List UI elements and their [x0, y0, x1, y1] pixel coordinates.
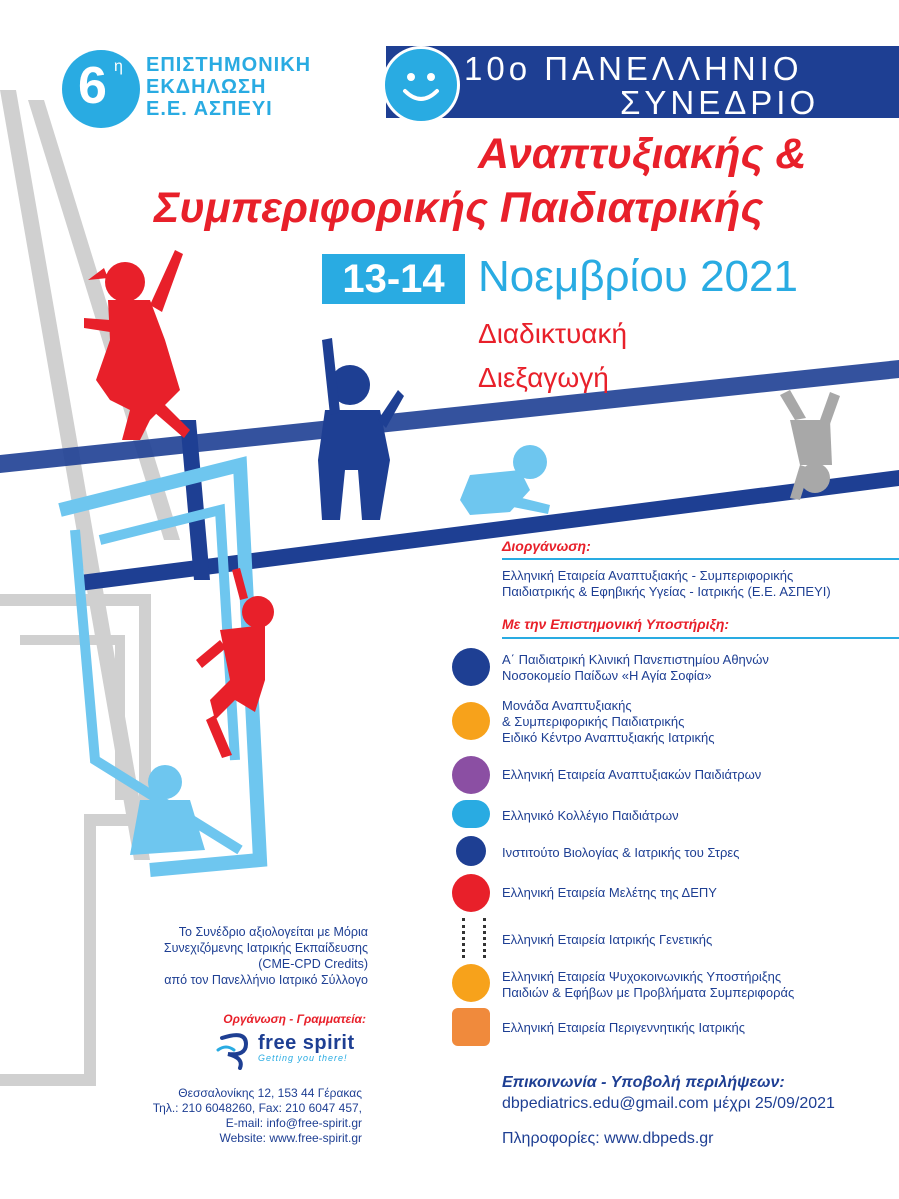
cme-line: Το Συνέδριο αξιολογείται με Μόρια — [178, 925, 368, 939]
child-figure-icon — [452, 702, 490, 740]
sponsor-item — [502, 1020, 745, 1036]
sponsor-line: Νοσοκομείο Παίδων «Η Αγία Σοφία» — [502, 668, 712, 683]
red-girl-jumping — [84, 250, 190, 440]
mode-line-1: Διαδικτυακή — [478, 318, 628, 349]
cme-line: (CME-CPD Credits) — [258, 957, 368, 971]
sponsor-item — [502, 652, 769, 684]
sponsor-line: Ελληνική Εταιρεία Αναπτυξιακών Παιδιάτρων — [502, 767, 762, 782]
athena-icon — [452, 648, 490, 686]
cme-text — [154, 924, 368, 988]
organization-text — [502, 568, 831, 600]
ibis-icon — [456, 836, 486, 866]
sponsor-line: Ελληνικό Κολλέγιο Παιδιάτρων — [502, 808, 679, 823]
badge-line: ΕΚΔΗΛΩΣΗ — [146, 76, 267, 98]
address-line: Τηλ.: 210 6048260, Fax: 210 6047 457, — [152, 1101, 362, 1115]
sponsor-item — [502, 932, 712, 948]
divider — [502, 558, 899, 560]
edition-number: 6 — [78, 57, 107, 115]
address-line[interactable]: E-mail: info@free-spirit.gr — [225, 1116, 362, 1130]
organization-line: Ελληνική Εταιρεία Αναπτυξιακής - Συμπεριφορικής — [502, 568, 794, 583]
title-line-1: Αναπτυξιακής & — [478, 130, 807, 178]
sponsor-item — [502, 845, 739, 861]
secretariat-address — [120, 1086, 362, 1146]
support-heading: Με την Επιστημονική Υποστήριξη: — [502, 616, 730, 632]
brain-icon — [452, 756, 490, 794]
address-line[interactable]: Website: www.free-spirit.gr — [219, 1131, 362, 1145]
sponsor-line: Ελληνική Εταιρεία Μελέτης της ΔΕΠΥ — [502, 885, 717, 900]
mode-line-2: Διεξαγωγή — [478, 362, 609, 393]
banner-line-2: ΣΥΝΕΔΡΙΟ — [620, 84, 820, 121]
cme-line: Συνεχιζόμενης Ιατρικής Εκπαίδευσης — [163, 941, 368, 955]
sponsor-line: Ελληνική Εταιρεία Περιγεννητικής Ιατρικής — [502, 1020, 746, 1035]
people-icon — [452, 874, 490, 912]
title-line-2: Συμπεριφορικής Παιδιατρικής — [154, 184, 764, 232]
college-icon — [452, 800, 490, 828]
sponsor-line: Ειδικό Κέντρο Αναπτυξιακής Ιατρικής — [502, 730, 715, 745]
sponsor-line: Παιδιών & Εφήβων με Προβλήματα Συμπεριφοράς — [502, 985, 795, 1000]
light-blue-crawling-baby — [460, 445, 550, 515]
sun-people-icon — [452, 964, 490, 1002]
mother-child-icon — [452, 1008, 490, 1046]
cme-line: από τον Πανελλήνιο Ιατρικό Σύλλογο — [164, 973, 368, 987]
badge-line: Ε.Ε. ΑΣΠΕΥΙ — [146, 98, 273, 120]
date-month-year: Νοεμβρίου 2021 — [478, 252, 798, 301]
address-line: Θεσσαλονίκης 12, 153 44 Γέρακας — [178, 1086, 362, 1100]
sponsor-item — [502, 885, 717, 901]
dna-icon — [462, 918, 486, 958]
sponsor-item — [502, 698, 715, 746]
sponsor-line: Α΄ Παιδιατρική Κλινική Πανεπιστημίου Αθηνών — [502, 652, 769, 667]
organization-line: Παιδιατρικής & Εφηβικής Υγείας - Ιατρικής (Ε.Ε. ΑΣΠΕΥΙ) — [502, 584, 831, 599]
free-spirit-slogan: Getting you there! — [258, 1053, 348, 1063]
divider — [502, 637, 899, 639]
info-website[interactable]: Πληροφορίες: www.dbpeds.gr — [502, 1130, 714, 1147]
free-spirit-logo: free spirit — [258, 1032, 355, 1054]
edition-superscript: η — [114, 58, 123, 75]
banner-line-1: 10ο ΠΑΝΕΛΛΗΝΙΟ — [464, 50, 803, 87]
badge-text — [146, 54, 311, 120]
badge-line: ΕΠΙΣΤΗΜΟΝΙΚΗ — [146, 54, 312, 76]
edition-badge — [62, 50, 140, 128]
sponsor-item — [502, 808, 679, 824]
organization-heading: Διοργάνωση: — [502, 538, 591, 554]
secretariat-heading: Οργάνωση - Γραμματεία: — [223, 1012, 366, 1026]
sponsor-item — [502, 767, 761, 783]
sponsor-line: Ελληνική Εταιρεία Ψυχοκοινωνικής Υποστήριξης — [502, 969, 782, 984]
contact-email[interactable]: dbpediatrics.edu@gmail.com μέχρι 25/09/2021 — [502, 1095, 835, 1112]
sponsor-line: & Συμπεριφορικής Παιδιατρικής — [502, 714, 685, 729]
sponsor-line: Μονάδα Αναπτυξιακής — [502, 698, 632, 713]
sponsor-line: Ινστιτούτο Βιολογίας & Ιατρικής του Στρες — [502, 845, 740, 860]
sponsor-line: Ελληνική Εταιρεία Ιατρικής Γενετικής — [502, 932, 713, 947]
free-spirit-logo-icon — [216, 1030, 254, 1075]
sponsor-item — [502, 969, 794, 1001]
smiley-icon — [382, 46, 460, 124]
date-days: 13-14 — [322, 254, 465, 304]
contact-heading: Επικοινωνία - Υποβολή περιλήψεων: — [502, 1074, 785, 1091]
